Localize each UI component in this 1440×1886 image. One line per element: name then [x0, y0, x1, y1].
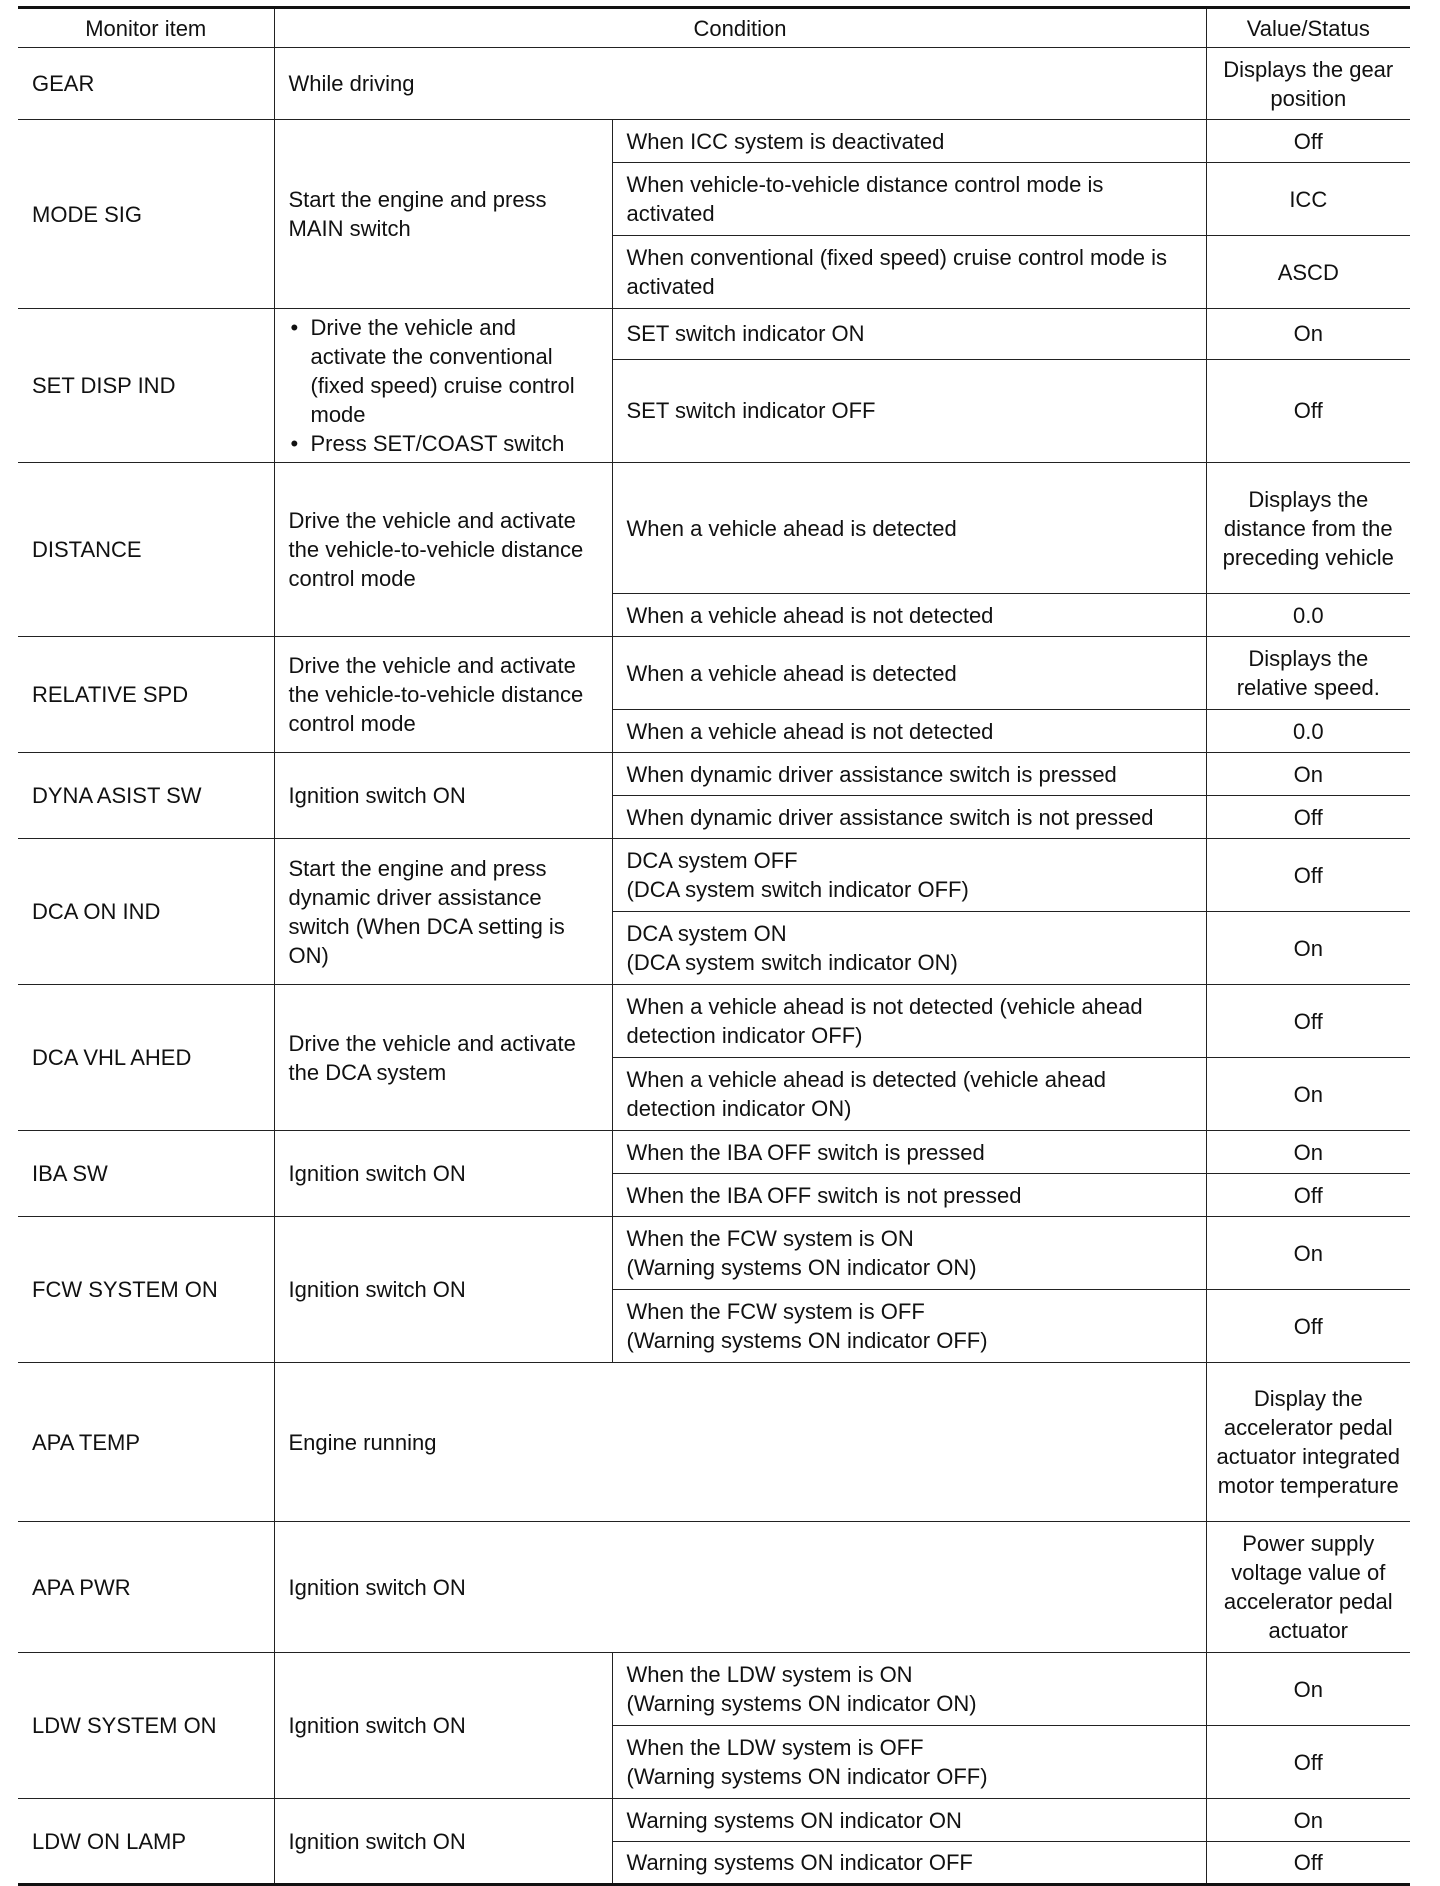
- sub-condition-cell: When the IBA OFF switch is not pressed: [612, 1174, 1206, 1217]
- table-row: [18, 48, 1410, 120]
- condition-cell: Engine running: [274, 1363, 1206, 1522]
- sub-condition-line: (DCA system switch indicator OFF): [626, 877, 969, 902]
- table-row: [18, 120, 1410, 163]
- sub-condition-line: (Warning systems ON indicator ON): [626, 1691, 977, 1716]
- header-monitor-item: Monitor item: [18, 8, 274, 48]
- value-cell: On: [1206, 753, 1410, 796]
- table-row: [18, 1522, 1410, 1653]
- sub-condition-cell: When a vehicle ahead is not detected: [612, 594, 1206, 637]
- value-cell: Off: [1206, 1842, 1410, 1885]
- monitor-item-cell: LDW SYSTEM ON: [18, 1653, 274, 1799]
- sub-condition-line: (Warning systems ON indicator OFF): [626, 1328, 988, 1353]
- sub-condition-cell: SET switch indicator OFF: [612, 359, 1206, 462]
- monitor-table: [18, 6, 1410, 1886]
- condition-cell: While driving: [274, 48, 1206, 120]
- condition-cell: Ignition switch ON: [274, 753, 612, 839]
- condition-cell: [274, 309, 612, 463]
- sub-condition-line: (DCA system switch indicator ON): [626, 950, 958, 975]
- value-cell: Display the accelerator pedal actuator integrated motor temperature: [1206, 1363, 1410, 1522]
- monitor-item-cell: LDW ON LAMP: [18, 1799, 274, 1885]
- value-cell: Off: [1206, 359, 1410, 462]
- monitor-item-cell: MODE SIG: [18, 120, 274, 309]
- value-cell: Off: [1206, 1290, 1410, 1363]
- sub-condition-cell: When ICC system is deactivated: [612, 120, 1206, 163]
- sub-condition-cell: When vehicle-to-vehicle distance control mode is activated: [612, 163, 1206, 236]
- table-row: [18, 463, 1410, 594]
- sub-condition-line: DCA system OFF: [626, 848, 798, 873]
- sub-condition-cell: When the IBA OFF switch is pressed: [612, 1131, 1206, 1174]
- sub-condition-line: When the FCW system is OFF: [626, 1299, 925, 1324]
- table-row: [18, 1653, 1410, 1726]
- condition-bullet: • Drive the vehicle and activate the conventional (fixed speed) cruise control mode: [289, 313, 598, 429]
- table-row: [18, 753, 1410, 796]
- value-cell: Off: [1206, 120, 1410, 163]
- header-value-status: Value/Status: [1206, 8, 1410, 48]
- value-cell: Off: [1206, 796, 1410, 839]
- monitor-item-cell: SET DISP IND: [18, 309, 274, 463]
- sub-condition-cell: When a vehicle ahead is not detected: [612, 710, 1206, 753]
- value-cell: Power supply voltage value of accelerator pedal actuator: [1206, 1522, 1410, 1653]
- monitor-item-cell: DCA ON IND: [18, 839, 274, 985]
- sub-condition-cell: When a vehicle ahead is detected (vehicle ahead detection indicator ON): [612, 1058, 1206, 1131]
- sub-condition-cell: When dynamic driver assistance switch is not pressed: [612, 796, 1206, 839]
- value-cell: On: [1206, 912, 1410, 985]
- sub-condition-cell: [612, 912, 1206, 985]
- sub-condition-line: When the LDW system is OFF: [626, 1735, 924, 1760]
- sub-condition-line: When the FCW system is ON: [626, 1226, 914, 1251]
- monitor-item-cell: DYNA ASIST SW: [18, 753, 274, 839]
- monitor-item-cell: FCW SYSTEM ON: [18, 1217, 274, 1363]
- sub-condition-cell: Warning systems ON indicator OFF: [612, 1842, 1206, 1885]
- value-cell: On: [1206, 1217, 1410, 1290]
- value-cell: Displays the distance from the preceding vehicle: [1206, 463, 1410, 594]
- sub-condition-cell: [612, 1653, 1206, 1726]
- value-cell: On: [1206, 309, 1410, 360]
- sub-condition-line: When the LDW system is ON: [626, 1662, 913, 1687]
- condition-cell: Start the engine and press MAIN switch: [274, 120, 612, 309]
- value-cell: 0.0: [1206, 710, 1410, 753]
- monitor-item-cell: IBA SW: [18, 1131, 274, 1217]
- condition-cell: Drive the vehicle and activate the vehicle-to-vehicle distance control mode: [274, 637, 612, 753]
- condition-cell: Ignition switch ON: [274, 1217, 612, 1363]
- sub-condition-cell: [612, 1726, 1206, 1799]
- sub-condition-cell: When dynamic driver assistance switch is pressed: [612, 753, 1206, 796]
- condition-cell: Drive the vehicle and activate the vehicle-to-vehicle distance control mode: [274, 463, 612, 637]
- condition-cell: Drive the vehicle and activate the DCA system: [274, 985, 612, 1131]
- sub-condition-line: (Warning systems ON indicator OFF): [626, 1764, 988, 1789]
- table-row: [18, 637, 1410, 710]
- monitor-item-cell: DCA VHL AHED: [18, 985, 274, 1131]
- sub-condition-cell: Warning systems ON indicator ON: [612, 1799, 1206, 1842]
- sub-condition-cell: SET switch indicator ON: [612, 309, 1206, 360]
- monitor-item-cell: APA PWR: [18, 1522, 274, 1653]
- monitor-item-cell: DISTANCE: [18, 463, 274, 637]
- monitor-table-wrapper: [18, 6, 1410, 1886]
- table-row: [18, 985, 1410, 1058]
- table-row: [18, 309, 1410, 360]
- sub-condition-cell: When conventional (fixed speed) cruise control mode is activated: [612, 236, 1206, 309]
- sub-condition-cell: [612, 1217, 1206, 1290]
- condition-cell: Start the engine and press dynamic driver assistance switch (When DCA setting is ON): [274, 839, 612, 985]
- sub-condition-cell: When a vehicle ahead is not detected (vehicle ahead detection indicator OFF): [612, 985, 1206, 1058]
- table-row: [18, 839, 1410, 912]
- value-cell: 0.0: [1206, 594, 1410, 637]
- monitor-item-cell: GEAR: [18, 48, 274, 120]
- sub-condition-cell: When a vehicle ahead is detected: [612, 637, 1206, 710]
- table-row: [18, 1363, 1410, 1522]
- sub-condition-cell: When a vehicle ahead is detected: [612, 463, 1206, 594]
- value-cell: ICC: [1206, 163, 1410, 236]
- monitor-item-cell: APA TEMP: [18, 1363, 274, 1522]
- value-cell: Off: [1206, 1174, 1410, 1217]
- sub-condition-line: (Warning systems ON indicator ON): [626, 1255, 977, 1280]
- sub-condition-line: DCA system ON: [626, 921, 787, 946]
- value-cell: Displays the relative speed.: [1206, 637, 1410, 710]
- condition-cell: Ignition switch ON: [274, 1799, 612, 1885]
- table-row: [18, 1131, 1410, 1174]
- value-cell: On: [1206, 1058, 1410, 1131]
- value-cell: Off: [1206, 985, 1410, 1058]
- monitor-item-cell: RELATIVE SPD: [18, 637, 274, 753]
- condition-bullet-list: [289, 313, 598, 458]
- header-row: [18, 8, 1410, 48]
- condition-bullet: • Press SET/COAST switch: [289, 429, 598, 458]
- condition-cell: Ignition switch ON: [274, 1131, 612, 1217]
- value-cell: Displays the gear position: [1206, 48, 1410, 120]
- condition-cell: Ignition switch ON: [274, 1522, 1206, 1653]
- sub-condition-cell: [612, 839, 1206, 912]
- value-cell: On: [1206, 1799, 1410, 1842]
- value-cell: On: [1206, 1131, 1410, 1174]
- condition-cell: Ignition switch ON: [274, 1653, 612, 1799]
- header-condition: Condition: [274, 8, 1206, 48]
- value-cell: Off: [1206, 1726, 1410, 1799]
- value-cell: ASCD: [1206, 236, 1410, 309]
- value-cell: Off: [1206, 839, 1410, 912]
- value-cell: On: [1206, 1653, 1410, 1726]
- sub-condition-cell: [612, 1290, 1206, 1363]
- table-row: [18, 1217, 1410, 1290]
- table-row: [18, 1799, 1410, 1842]
